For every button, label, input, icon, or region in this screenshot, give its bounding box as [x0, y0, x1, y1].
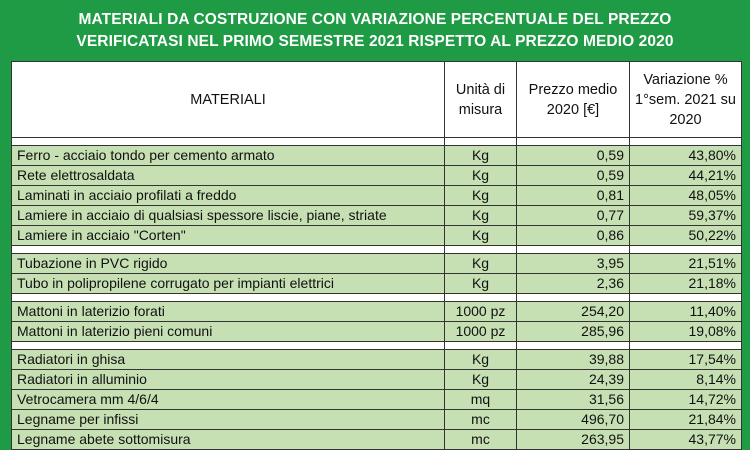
separator-cell: [630, 246, 741, 253]
cell-unita: Kg: [445, 350, 517, 369]
cell-prezzo: 0,59: [517, 146, 630, 165]
cell-materiale: Vetrocamera mm 4/6/4: [12, 390, 445, 409]
cell-variazione: 21,84%: [688, 411, 736, 427]
cell-prezzo: 496,70: [517, 410, 630, 429]
cell-unita: Kg: [445, 166, 517, 185]
separator-cell: [12, 294, 445, 301]
cell-unita: Kg: [445, 146, 517, 165]
cell-materiale: Tubazione in PVC rigido: [12, 254, 445, 273]
group-separator: [12, 246, 741, 254]
header-materiali: MATERIALI: [12, 62, 445, 137]
cell-variazione: 21,18%: [688, 275, 736, 291]
group-separator: [12, 342, 741, 350]
title-line-2: VERIFICATASI NEL PRIMO SEMESTRE 2021 RISPETTO AL PREZZO MEDIO 2020: [76, 33, 674, 50]
cell-prezzo: 24,39: [517, 370, 630, 389]
cell-variazione: 21,51%: [688, 255, 736, 271]
header-variazione: Variazione % 1°sem. 2021 su 2020: [635, 71, 736, 128]
cell-materiale: Radiatori in alluminio: [12, 370, 445, 389]
cell-materiale: Radiatori in ghisa: [12, 350, 445, 369]
table-row: [12, 226, 741, 246]
cell-unita: Kg: [445, 274, 517, 293]
cell-materiale: Mattoni in laterizio pieni comuni: [12, 322, 445, 341]
cell-prezzo: 2,36: [517, 274, 630, 293]
separator-cell: [630, 342, 741, 349]
cell-prezzo: 0,59: [517, 166, 630, 185]
page-title: [0, 9, 750, 53]
cell-variazione: 43,77%: [688, 431, 736, 447]
cell-variazione: 17,54%: [688, 351, 736, 367]
header-unita: Unità di misura: [445, 62, 517, 137]
table-row: [12, 186, 741, 206]
cell-materiale: Lamiere in acciaio di qualsiasi spessore liscie, piane, striate: [12, 206, 445, 225]
cell-unita: mq: [445, 390, 517, 409]
cell-prezzo: 0,86: [517, 226, 630, 245]
cell-variazione: 11,40%: [689, 303, 736, 319]
separator-cell: [445, 246, 517, 253]
separator-cell: [12, 246, 445, 253]
table-row: [12, 322, 741, 342]
cell-materiale: Mattoni in laterizio forati: [12, 302, 445, 321]
separator-cell: [517, 294, 630, 301]
cell-prezzo: 31,56: [517, 390, 630, 409]
cell-prezzo: 285,96: [517, 322, 630, 341]
cell-unita: Kg: [445, 370, 517, 389]
cell-materiale: Laminati in acciaio profilati a freddo: [12, 186, 445, 205]
separator-cell: [517, 138, 630, 145]
cell-variazione: 50,22%: [688, 227, 736, 243]
table-row: [12, 302, 741, 322]
table-row: [12, 430, 741, 449]
cell-materiale: Legname abete sottomisura: [12, 430, 445, 449]
cell-materiale: Lamiere in acciaio "Corten": [12, 226, 445, 245]
cell-variazione: 59,37%: [688, 207, 736, 223]
table-row: [12, 410, 741, 430]
cell-prezzo: 0,81: [517, 186, 630, 205]
table-header: [12, 62, 741, 138]
table-row: [12, 274, 741, 294]
cell-materiale: Legname per infissi: [12, 410, 445, 429]
cell-variazione: 8,14%: [696, 371, 736, 387]
cell-unita: mc: [445, 430, 517, 449]
cell-unita: mc: [445, 410, 517, 429]
separator-cell: [630, 138, 741, 145]
cell-unita: Kg: [445, 186, 517, 205]
table-row: [12, 254, 741, 274]
cell-prezzo: 263,95: [517, 430, 630, 449]
group-separator: [12, 294, 741, 302]
table-row: [12, 206, 741, 226]
cell-materiale: Ferro - acciaio tondo per cemento armato: [12, 146, 445, 165]
separator-cell: [517, 342, 630, 349]
cell-prezzo: 3,95: [517, 254, 630, 273]
table-row: [12, 166, 741, 186]
cell-variazione: 19,08%: [688, 323, 736, 339]
cell-materiale: Rete elettrosaldata: [12, 166, 445, 185]
cell-unita: 1000 pz: [445, 322, 517, 341]
cell-unita: Kg: [445, 226, 517, 245]
table-row: [12, 350, 741, 370]
header-prezzo: Prezzo medio 2020 [€]: [517, 62, 630, 137]
cell-variazione: 44,21%: [688, 167, 736, 183]
separator-cell: [445, 294, 517, 301]
cell-unita: Kg: [445, 254, 517, 273]
cell-unita: 1000 pz: [445, 302, 517, 321]
cell-prezzo: 39,88: [517, 350, 630, 369]
cell-variazione: 14,72%: [688, 391, 736, 407]
table-row: [12, 146, 741, 166]
separator-cell: [445, 138, 517, 145]
separator-cell: [12, 342, 445, 349]
cell-prezzo: 0,77: [517, 206, 630, 225]
cell-variazione: 43,80%: [688, 147, 736, 163]
cell-prezzo: 254,20: [517, 302, 630, 321]
table-row: [12, 390, 741, 410]
table-row: [12, 370, 741, 390]
group-separator: [12, 138, 741, 146]
separator-cell: [12, 138, 445, 145]
separator-cell: [445, 342, 517, 349]
title-line-1: MATERIALI DA COSTRUZIONE CON VARIAZIONE PERCENTUALE DEL PREZZO: [78, 11, 672, 28]
cell-variazione: 48,05%: [688, 187, 736, 203]
cell-unita: Kg: [445, 206, 517, 225]
materials-table: [11, 61, 742, 450]
cell-materiale: Tubo in polipropilene corrugato per impianti elettrici: [12, 274, 445, 293]
separator-cell: [517, 246, 630, 253]
separator-cell: [630, 294, 741, 301]
